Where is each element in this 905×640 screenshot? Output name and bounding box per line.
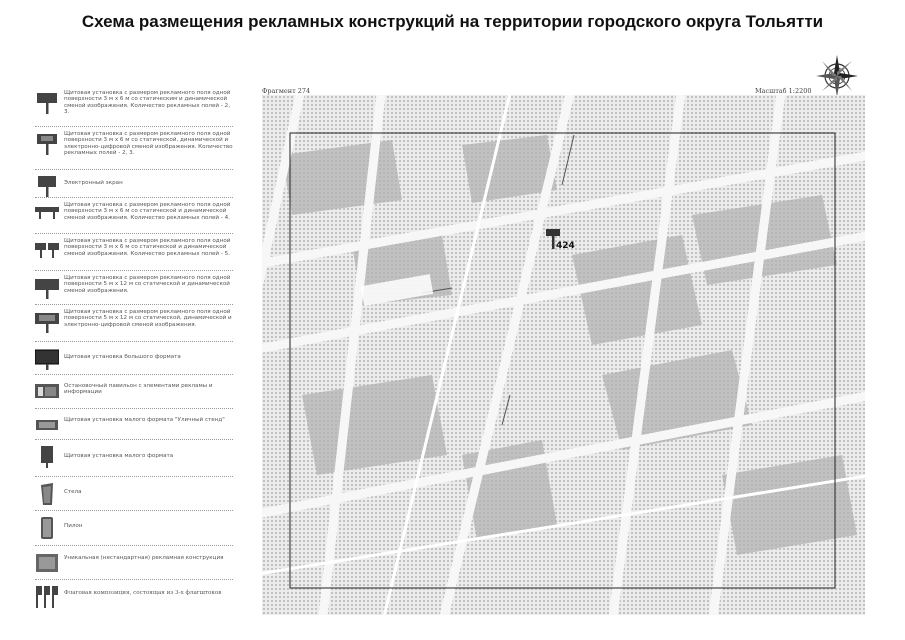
billboard-large-icon: [35, 276, 59, 300]
legend-text: Щитовая установка большого формата: [64, 354, 181, 360]
legend-item: [35, 127, 233, 170]
pylon-icon: [35, 516, 59, 540]
legend-item: [35, 342, 233, 375]
electronic-screen-icon: [35, 175, 59, 199]
legend-text: Щитовая установка с размером рекламного поля одной поверхности 5 м х 12 м со статической и динамической сменой изображения.: [64, 275, 231, 294]
legend-text: Остановочный павильон с элементами рекламы и информации: [64, 383, 213, 396]
legend-text: Щитовая установка с размером рекламного поля одной поверхности 3 м х 6 м со статической, динамической и электронно-цифровой сменой изображения. Количество рекламных полей - 2, 3.: [64, 131, 233, 157]
map-fragment: [262, 95, 865, 615]
legend: [35, 86, 233, 614]
compass-rose-icon: [815, 54, 859, 98]
billboard-4-icon: [35, 203, 59, 227]
flag-composition-icon: [35, 585, 59, 609]
legend-text: Стела: [64, 489, 82, 495]
legend-item: [35, 546, 233, 580]
map-canvas: [262, 95, 865, 615]
legend-item: [35, 234, 233, 271]
legend-text: Щитовая установка с размером рекламного поля одной поверхности 5 м х 12 м со статической, динамической и электронно-цифровой сменой изображения.: [64, 309, 232, 328]
billboard-icon: [35, 91, 59, 115]
legend-item: [35, 440, 233, 477]
page-title: Схема размещения рекламных конструкций на территории городского округа Тольятти: [81, 12, 824, 31]
sign-number-label: 424: [556, 241, 575, 251]
legend-item: [35, 271, 233, 305]
legend-item: [35, 305, 233, 342]
legend-item: [35, 580, 233, 614]
stele-icon: [35, 482, 59, 506]
legend-text: Щитовая установка малого формата "Уличный стенд": [64, 417, 225, 423]
small-format-icon: [35, 445, 59, 469]
legend-text: Щитовая установка малого формата: [64, 453, 174, 459]
big-format-icon: [35, 347, 59, 371]
street-stand-icon: [35, 414, 59, 438]
fragment-label: Фрагмент 274: [262, 87, 311, 95]
unique-construction-icon: [35, 551, 59, 575]
legend-item: [35, 409, 233, 440]
legend-text: Пилон: [64, 523, 83, 529]
legend-text: Щитовая установка с размером рекламного поля одной поверхности 3 м х 6 м со статической и динамической сменой изображения. Количество рекламных полей - 5.: [64, 238, 231, 257]
legend-text: Щитовая установка с размером рекламного поля одной поверхности 3 м х 6 м со статическим и динамической сменой изображения. Количество рекламных полей - 2, 3.: [64, 90, 231, 116]
bus-stop-pavilion-icon: [35, 380, 59, 404]
legend-item: [35, 86, 233, 127]
legend-item: [35, 375, 233, 409]
billboard-large-digital-icon: [35, 310, 59, 334]
legend-item: [35, 477, 233, 511]
legend-item: [35, 198, 233, 234]
billboard-5-icon: [35, 239, 59, 263]
legend-text: Щитовая установка с размером рекламного поля одной поверхности 3 м х 6 м со статической и динамической сменой изображения. Количество рекламных полей - 4.: [64, 202, 231, 221]
legend-text: Флаговая композиция, состоящая из 3-х флагштоков: [64, 590, 222, 596]
billboard-digital-icon: [35, 132, 59, 156]
scale-label: Масштаб 1:2200: [755, 87, 812, 95]
legend-item: [35, 170, 233, 198]
legend-item: [35, 511, 233, 546]
legend-text: Электронный экран: [64, 180, 123, 186]
legend-text: Уникальная (нестандартная) рекламная конструкция: [64, 555, 224, 561]
